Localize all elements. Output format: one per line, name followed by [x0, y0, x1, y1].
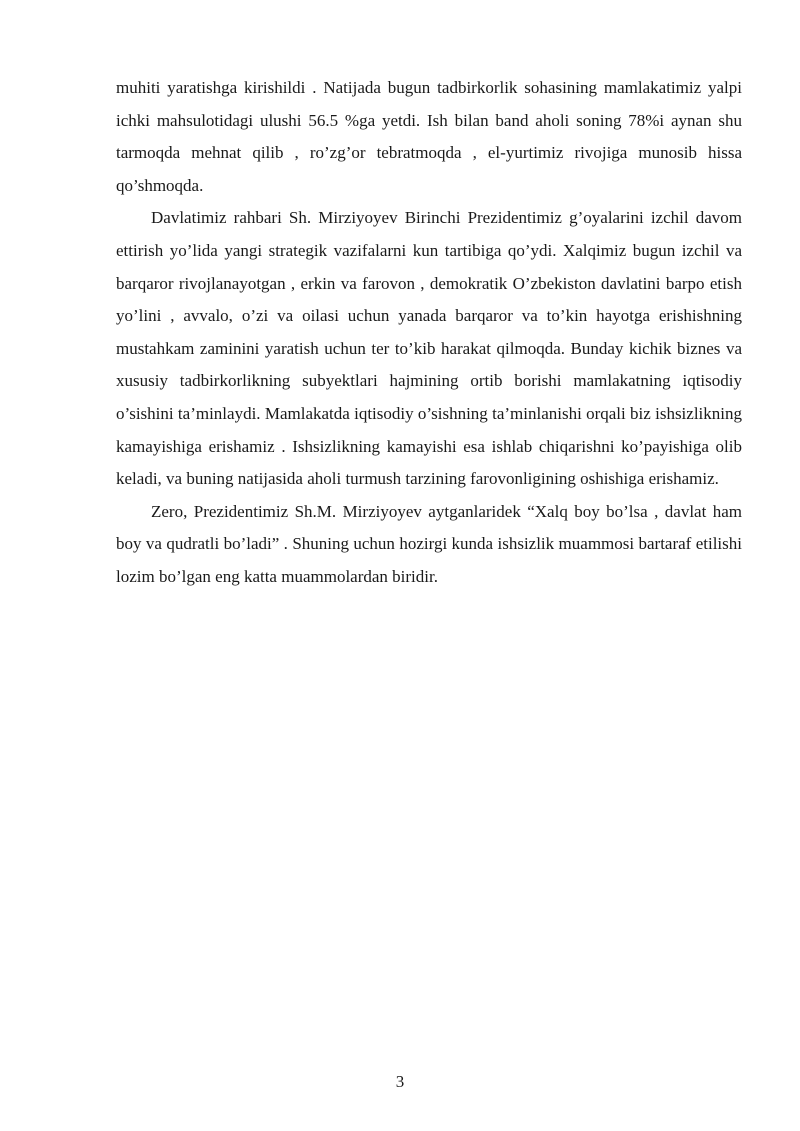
paragraph-conclusion: Zero, Prezidentimiz Sh.M. Mirziyoyev aytganlaridek “Xalq boy bo’lsa , davlat ham boy va qudratli bo’ladi” . Shuning uchun hozirgi kunda ishsizlik muammosi bartaraf etilishi lozim bo’lgan eng katta muammolardan biridir.	[116, 501, 742, 586]
page-number: 3	[395, 1072, 405, 1091]
paragraph-president-strategy: Davlatimiz rahbari Sh. Mirziyoyev Birinchi Prezidentimiz g’oyalarini izchil davom ettirish yo’lida yangi strategik vazifalarni kun tartibiga qo’ydi. Xalqimiz bugun izchil va barqaror rivojlanayotgan , erkin va farovon , demokratik O’zbekiston davlatini barpo etish yo’lini , avvalo, o’zi va oilasi uchun yanada barqaror va to’kin hayotga erishishning mustahkam zaminini yaratish uchun ter to’kib harakat qilmoqda. Bunday kichik biznes va xususiy tadbirkorlikning subyektlari hajmining ortib borishi mamlakatning iqtisodiy o’sishini ta’minlaydi. Mamlakatda iqtisodiy o’sishning ta’minlanishi orqali biz ishsizlikning kamayishiga erishamiz . Ishsizlikning kamayishi esa ishlab chiqarishni ko’payishiga olib keladi, va buning natijasida aholi turmush tarzining farovonligining oshishiga erishamiz.	[116, 208, 742, 489]
body-text	[116, 72, 742, 594]
paragraph-continuation: muhiti yaratishga kirishildi . Natijada bugun tadbirkorlik sohasining mamlakatimiz yalpi ichki mahsulotidagi ulushi 56.5 %ga yetdi. Ish bilan band aholi soning 78%i aynan shu tarmoqda mehnat qilib , ro’zg’or tebratmoqda , el-yurtimiz rivojiga munosib hissa qo’shmoqda.	[116, 78, 742, 195]
